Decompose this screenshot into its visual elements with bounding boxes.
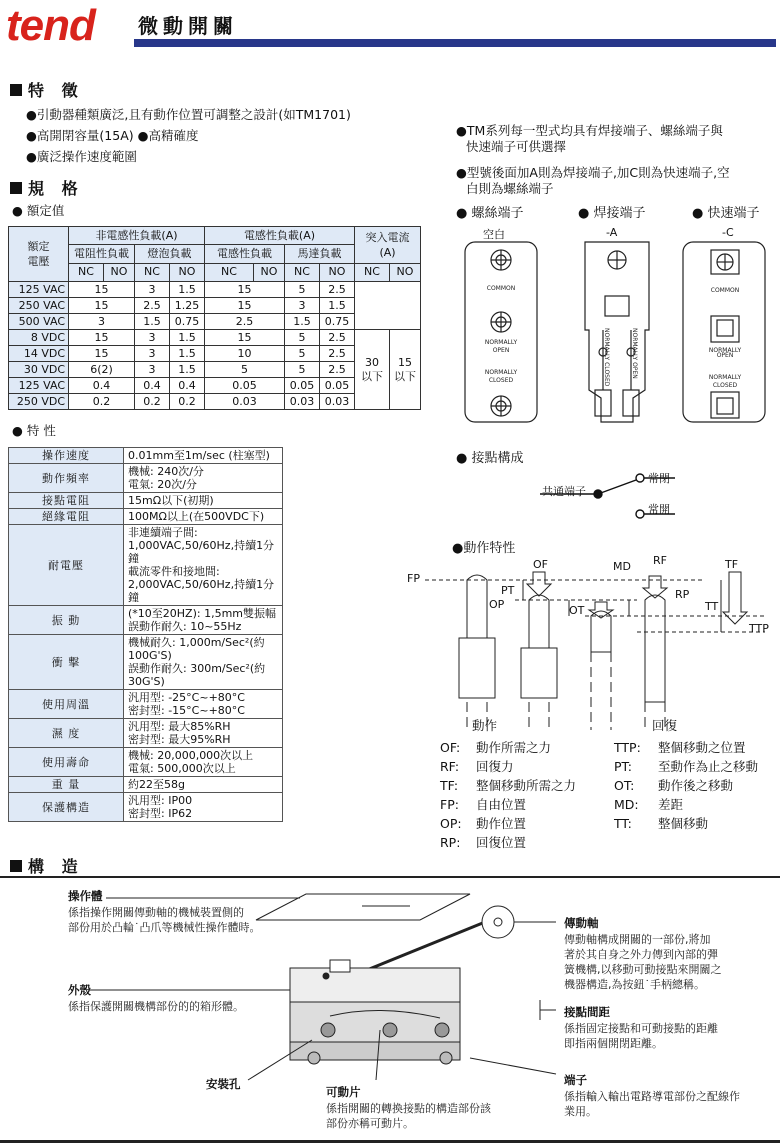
corner-line: 額定 xyxy=(27,240,50,253)
value-cell: 15 xyxy=(69,330,135,346)
feature-item: ●引動器種類廣泛,且有動作位置可調整之設計(如TM1701) xyxy=(26,107,351,122)
group-inrush: 突入電流 xyxy=(365,230,410,244)
value-cell: 5 xyxy=(285,330,320,346)
value-cell: 3 xyxy=(69,314,135,330)
property-key: 保護構造 xyxy=(9,793,124,822)
mark-op: OP xyxy=(489,598,505,611)
voltage-cell: 30 VDC xyxy=(9,362,69,378)
struct-title: 傳動軸 xyxy=(564,916,599,930)
motion-legend-left xyxy=(440,738,576,852)
specs-heading: 規 格 xyxy=(10,176,84,199)
value-cell: 3 xyxy=(285,298,320,314)
value-cell: 5 xyxy=(285,346,320,362)
empty-cell xyxy=(355,282,421,330)
property-key: 使用壽命 xyxy=(9,748,124,777)
term-closed: CLOSED xyxy=(488,377,514,384)
value-cell: 0.2 xyxy=(69,394,135,410)
property-row xyxy=(9,525,283,606)
nc-header: NC xyxy=(135,263,170,281)
sub-header: 馬達負載 xyxy=(285,245,355,263)
term-normally: NORMALLY xyxy=(708,347,742,354)
group-resistive: 非電感性負載(A) xyxy=(69,227,205,245)
value-cell: 0.05 xyxy=(205,378,285,394)
terminal-suffix: -C xyxy=(722,226,734,239)
value-cell: 6(2) xyxy=(69,362,135,378)
struct-desc: 係指開關的轉換接點的構造部份該 部份亦稱可動片。 xyxy=(326,1102,491,1130)
value-cell: 0.05 xyxy=(285,378,320,394)
voltage-cell: 14 VDC xyxy=(9,346,69,362)
value-cell: 1.5 xyxy=(170,346,205,362)
struct-title: 端子 xyxy=(564,1073,587,1087)
title-bar xyxy=(134,39,776,47)
nc-header: NC xyxy=(285,263,320,281)
value-cell: 3 xyxy=(135,330,170,346)
value-cell: 0.2 xyxy=(135,394,170,410)
property-row xyxy=(9,690,283,719)
property-row xyxy=(9,606,283,635)
property-value: 100MΩ以上(在500VDC下) xyxy=(124,509,283,525)
value-cell: 15 xyxy=(205,298,285,314)
rating-row xyxy=(9,282,421,298)
no-header: NO xyxy=(320,263,355,281)
property-row xyxy=(9,719,283,748)
term-normally-open: NORMALLY OPEN xyxy=(631,328,638,379)
contact-label: ● 接點構成 xyxy=(456,451,524,466)
property-value: 機械: 20,000,000次以上 電氣: 500,000次以上 xyxy=(124,748,283,777)
rated-label: ● 額定值 xyxy=(12,203,65,218)
term-common: COMMON xyxy=(486,285,516,292)
struct-title: 接點間距 xyxy=(564,1005,610,1019)
group-inrush-unit: (A) xyxy=(379,245,396,259)
property-value: 汎用型: IP00 密封型: IP62 xyxy=(124,793,283,822)
group-inductive: 電感性負載(A) xyxy=(205,227,355,245)
legend-entry: RP: 回復位置 xyxy=(440,835,527,850)
value-cell: 1.5 xyxy=(135,314,170,330)
struct-desc: 係指固定接點和可動接點的距離 即指兩個開閉距離。 xyxy=(564,1022,718,1050)
feature-right-item: 快速端子可供選擇 xyxy=(466,139,567,154)
motion-label: ●動作特性 xyxy=(452,541,516,556)
mark-of: OF xyxy=(533,558,548,571)
value-cell: 5 xyxy=(285,282,320,298)
property-key: 耐電壓 xyxy=(9,525,124,606)
legend-entry: FP: 自由位置 xyxy=(440,797,527,812)
properties-label: ● 特 性 xyxy=(12,423,56,438)
value-cell: 1.5 xyxy=(320,298,355,314)
no-header: NO xyxy=(170,263,205,281)
contact-no: 常開 xyxy=(648,503,670,516)
motion-legend-right xyxy=(614,738,758,833)
voltage-cell: 125 VAC xyxy=(9,282,69,298)
feature-item: ●廣泛操作速度範圍 xyxy=(26,149,137,164)
sub-header: 燈泡負載 xyxy=(135,245,205,263)
value-cell: 0.4 xyxy=(135,378,170,394)
mark-tf: TF xyxy=(725,558,739,571)
value-cell: 2.5 xyxy=(320,346,355,362)
property-value: 0.01mm至1m/sec (柱塞型) xyxy=(124,448,283,464)
legend-entry: PT: 至動作為止之移動 xyxy=(614,759,759,774)
property-value: 非連續端子間: 1,000VAC,50/60Hz,持續1分鐘 載流零件和接地間: 2,000VAC,50/60Hz,持續1分鐘 xyxy=(124,525,283,606)
value-cell: 1.25 xyxy=(170,298,205,314)
corner-line: 電壓 xyxy=(27,255,50,268)
value-cell: 1.5 xyxy=(170,330,205,346)
legend-entry: MD: 差距 xyxy=(614,797,684,812)
term-open: OPEN xyxy=(716,352,734,359)
voltage-cell: 250 VDC xyxy=(9,394,69,410)
property-key: 絕緣電阻 xyxy=(9,509,124,525)
value-cell: 15 xyxy=(69,298,135,314)
value-cell: 0.03 xyxy=(320,394,355,410)
motion-col-right: 回復 xyxy=(652,718,678,733)
value-cell: 0.03 xyxy=(205,394,285,410)
value-cell: 2.5 xyxy=(205,314,285,330)
property-value: 15mΩ以下(初期) xyxy=(124,493,283,509)
brand-logo: tend xyxy=(6,1,95,50)
bottom-rule xyxy=(0,1140,780,1143)
value-cell: 1.5 xyxy=(170,362,205,378)
value-cell: 2.5 xyxy=(320,330,355,346)
legend-entry: TF: 整個移動所需之力 xyxy=(440,778,577,793)
struct-title: 可動片 xyxy=(326,1085,361,1099)
no-header: NO xyxy=(254,263,285,281)
property-value: (*10至20HZ): 1,5mm雙振幅 誤動作耐久: 10~55Hz xyxy=(124,606,283,635)
value-cell: 0.03 xyxy=(285,394,320,410)
term-closed: CLOSED xyxy=(712,382,738,389)
property-key: 操作速度 xyxy=(9,448,124,464)
value-cell: 2.5 xyxy=(320,282,355,298)
value-cell: 2.5 xyxy=(320,362,355,378)
value-cell: 10 xyxy=(205,346,285,362)
motion-col-left: 動作 xyxy=(472,718,498,733)
value-cell: 1.5 xyxy=(170,282,205,298)
properties-table xyxy=(8,447,283,822)
struct-title: 安裝孔 xyxy=(206,1077,241,1091)
nc-header: NC xyxy=(205,263,254,281)
struct-desc: 係指操作開關傳動軸的機械裝置側的 部份用於凸輪˙凸爪等機械性操作體時。 xyxy=(68,906,261,934)
struct-desc: 傳動軸構成開關的一部份,將加 著於其自身之外力傳到內部的彈 簧機構,以移動可動接點來開關之 機器構造,為按鈕˙手柄總稱。 xyxy=(564,933,722,991)
legend-entry: RF: 回復力 xyxy=(440,759,514,774)
value-cell: 0.05 xyxy=(320,378,355,394)
property-row xyxy=(9,448,283,464)
terminal-label-solder: ● 焊接端子 xyxy=(578,206,646,221)
value-cell: 15 xyxy=(69,282,135,298)
value-cell: 5 xyxy=(205,362,285,378)
mark-tt: TT xyxy=(705,600,719,613)
property-row xyxy=(9,777,283,793)
term-normally: NORMALLY xyxy=(484,339,518,346)
property-key: 動作頻率 xyxy=(9,464,124,493)
value-cell: 0.4 xyxy=(170,378,205,394)
mark-fp: FP xyxy=(407,572,420,585)
term-open: OPEN xyxy=(492,347,510,354)
value-cell: 2.5 xyxy=(135,298,170,314)
property-key: 重 量 xyxy=(9,777,124,793)
structure-heading: 構 造 xyxy=(10,854,84,877)
nc-header: NC xyxy=(69,263,104,281)
legend-entry: OF: 動作所需之力 xyxy=(440,740,552,755)
mark-rp: RP xyxy=(675,588,690,601)
value-cell: 3 xyxy=(135,346,170,362)
mark-rf: RF xyxy=(653,554,667,567)
property-value: 機械耐久: 1,000m/Sec²(約100G'S) 誤動作耐久: 300m/Sec²(約30G'S) xyxy=(124,635,283,690)
property-row xyxy=(9,748,283,777)
property-key: 接點電阻 xyxy=(9,493,124,509)
value-cell: 0.2 xyxy=(170,394,205,410)
property-value: 汎用型: 最大85%RH 密封型: 最大95%RH xyxy=(124,719,283,748)
property-value: 機械: 240次/分 電氣: 20次/分 xyxy=(124,464,283,493)
rating-table xyxy=(8,226,421,410)
struct-desc: 係指保護開關機構部份的的箱形體。 xyxy=(68,1000,244,1013)
term-normally: NORMALLY xyxy=(708,374,742,381)
sub-header: 電阻性負載 xyxy=(69,245,135,263)
value-cell: 3 xyxy=(135,362,170,378)
value-cell: 5 xyxy=(285,362,320,378)
contact-common: 共通端子 xyxy=(542,485,586,498)
legend-entry: OP: 動作位置 xyxy=(440,816,527,831)
term-normally-closed: NORMALLY CLOSED xyxy=(603,328,610,387)
property-row xyxy=(9,493,283,509)
terminal-diagrams xyxy=(455,240,775,426)
contact-nc: 常閉 xyxy=(648,472,670,485)
property-key: 濕 度 xyxy=(9,719,124,748)
feature-right-item: 白則為螺絲端子 xyxy=(466,181,554,196)
terminal-suffix: -A xyxy=(606,226,618,239)
legend-entry: TTP: 整個移動之位置 xyxy=(614,740,746,755)
struct-title: 操作體 xyxy=(68,889,103,903)
struct-title: 外殼 xyxy=(68,983,91,997)
no-header: NO xyxy=(390,263,421,281)
value-cell: 15 xyxy=(205,282,285,298)
property-key: 振 動 xyxy=(9,606,124,635)
term-common: COMMON xyxy=(710,287,740,294)
value-cell: 3 xyxy=(135,282,170,298)
terminal-label-screw: ● 螺絲端子 xyxy=(456,206,524,221)
feature-item: ●高開閉容量(15A) ●高精確度 xyxy=(26,128,199,143)
nc-header: NC xyxy=(355,263,390,281)
property-value: 約22至58g xyxy=(124,777,283,793)
property-row xyxy=(9,509,283,525)
value-cell: 15 xyxy=(205,330,285,346)
sub-header: 電感性負載 xyxy=(205,245,285,263)
value-cell: 1.5 xyxy=(285,314,320,330)
value-cell: 0.4 xyxy=(69,378,135,394)
legend-entry: OT: 動作後之移動 xyxy=(614,778,734,793)
voltage-cell: 8 VDC xyxy=(9,330,69,346)
voltage-cell: 125 VAC xyxy=(9,378,69,394)
property-value: 汎用型: -25°C~+80°C 密封型: -15°C~+80°C xyxy=(124,690,283,719)
mark-md: MD xyxy=(613,560,631,573)
mark-pt: PT xyxy=(501,584,515,597)
voltage-cell: 250 VAC xyxy=(9,298,69,314)
property-key: 衝 擊 xyxy=(9,635,124,690)
property-key: 使用周溫 xyxy=(9,690,124,719)
inrush-no-cell: 15 以下 xyxy=(390,330,421,410)
terminal-suffix: 空白 xyxy=(483,228,505,241)
struct-desc: 係指輸入輸出電路導電部份之配線作 業用。 xyxy=(564,1090,740,1118)
property-row xyxy=(9,635,283,690)
value-cell: 0.75 xyxy=(320,314,355,330)
features-heading: 特 徵 xyxy=(10,78,84,101)
rating-row xyxy=(9,330,421,346)
mark-ttp: TTP xyxy=(749,622,769,635)
motion-diagram xyxy=(405,552,777,732)
no-header: NO xyxy=(104,263,135,281)
property-row xyxy=(9,793,283,822)
property-row xyxy=(9,464,283,493)
legend-entry: TT: 整個移動 xyxy=(614,816,709,831)
inrush-nc-cell: 30 以下 xyxy=(355,330,390,410)
feature-right-item: ●TM系列每一型式均具有焊接端子、螺絲端子與 xyxy=(456,123,723,138)
voltage-cell: 500 VAC xyxy=(9,314,69,330)
feature-right-item: ●型號後面加A則為焊接端子,加C則為快速端子,空 xyxy=(456,165,730,180)
divider xyxy=(0,876,780,878)
mark-ot: OT xyxy=(569,604,585,617)
value-cell: 0.75 xyxy=(170,314,205,330)
terminal-label-quick: ● 快速端子 xyxy=(692,206,760,221)
term-normally: NORMALLY xyxy=(484,369,518,376)
page-title: 微動開關 xyxy=(138,14,238,38)
value-cell: 15 xyxy=(69,346,135,362)
